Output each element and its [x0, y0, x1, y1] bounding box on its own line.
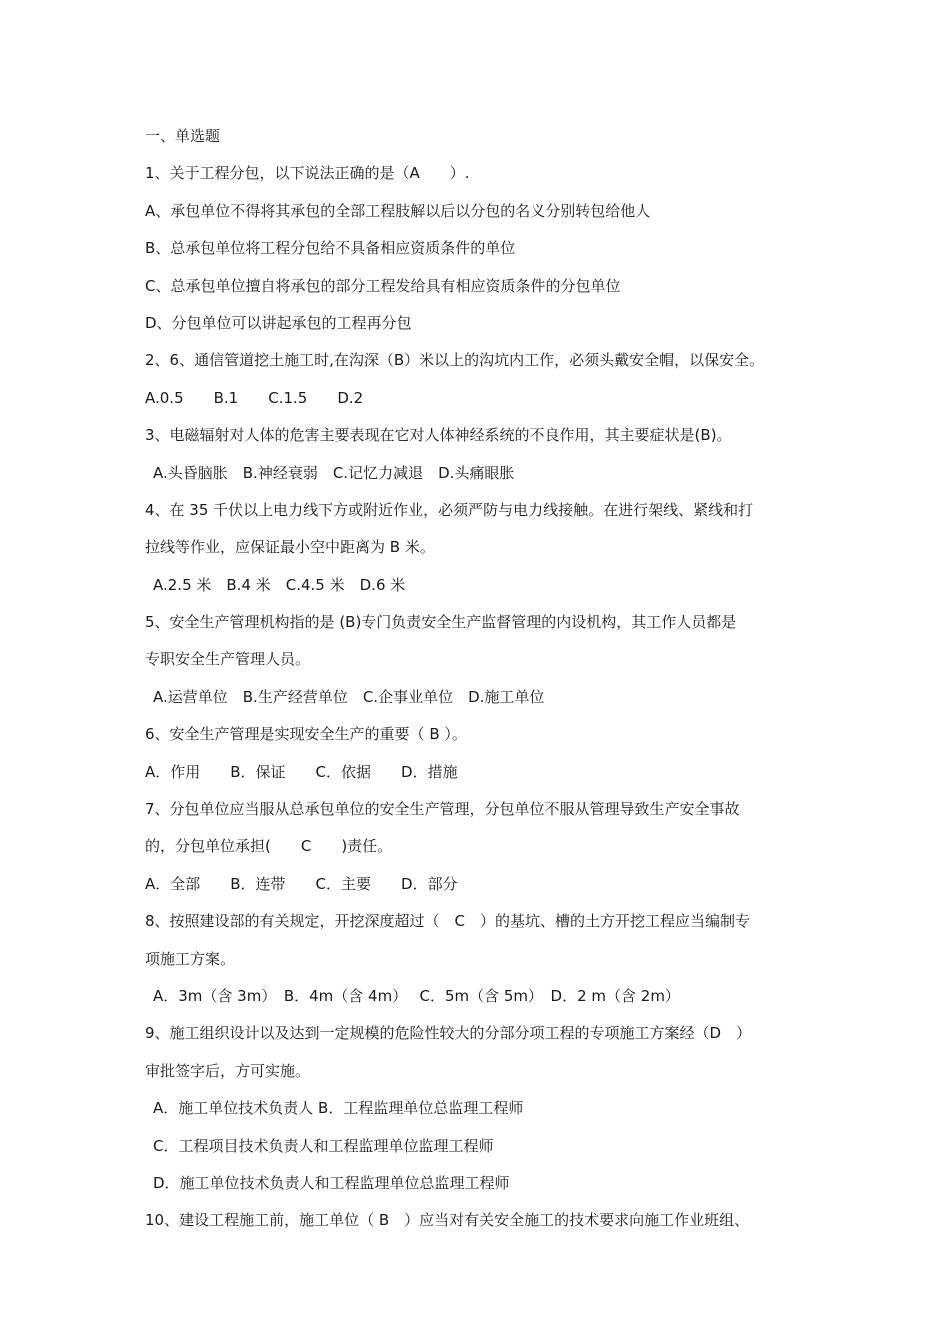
text-line: 6、安全生产管理是实现安全生产的重要（ B ）。 [145, 725, 467, 744]
text-line: 7、分包单位应当服从总承包单位的安全生产管理，分包单位不服从管理导致生产安全事故 [145, 800, 740, 819]
text-line: A．全部 B．连带 C．主要 D．部分 [145, 874, 458, 893]
text-line: A．作用 B．保证 C．依据 D．措施 [145, 762, 458, 781]
text-line: A.0.5 B.1 C.1.5 D.2 [145, 388, 364, 407]
text-line: 9、施工组织设计以及达到一定规模的危险性较大的分部分项工程的专项施工方案经（D ） [145, 1024, 752, 1043]
text-line: A.2.5 米 B.4 米 C.4.5 米 D.6 米 [153, 575, 406, 594]
text-line: A、承包单位不得将其承包的全部工程肢解以后以分包的名义分别转包给他人 [145, 201, 651, 220]
text-line: 项施工方案。 [145, 949, 236, 968]
text-line: 拉线等作业，应保证最小空中距离为 B 米。 [145, 538, 435, 557]
text-line: 1、关于工程分包，以下说法正确的是（A ）. [145, 164, 470, 183]
text-line: 审批签字后，方可实施。 [145, 1061, 311, 1080]
text-line: A.头昏脑胀 B.神经衰弱 C.记忆力减退 D.头痛眼胀 [153, 463, 515, 482]
section-heading: 一、单选题 [145, 127, 221, 145]
text-line: 的，分包单位承担( C )责任。 [145, 837, 393, 856]
text-line: A．3m（含 3m） B．4m（含 4m） C．5m（含 5m） D．2 m（含 2m） [153, 986, 680, 1005]
text-line: 10、建设工程施工前，施工单位（ B ）应当对有关安全施工的技术要求向施工作业班组、 [145, 1211, 750, 1230]
text-line: C．工程项目技术负责人和工程监理单位监理工程师 [153, 1136, 494, 1155]
text-line: A．施工单位技术负责人 B．工程监理单位总监理工程师 [153, 1099, 524, 1118]
text-line: 2、6、通信管道挖土施工时,在沟深（B）米以上的沟坑内工作，必须头戴安全帽，以保安全。 [145, 351, 765, 370]
text-line: 5、安全生产管理机构指的是 (B)专门负责安全生产监督管理的内设机构，其工作人员都是 [145, 613, 737, 632]
text-line: D、分包单位可以讲起承包的工程再分包 [145, 313, 412, 332]
text-line: 4、在 35 千伏以上电力线下方或附近作业，必须严防与电力线接触。在进行架线、紧线和打 [145, 500, 754, 519]
text-line: A.运营单位 B.生产经营单位 C.企事业单位 D.施工单位 [153, 687, 545, 706]
text-line: 8、按照建设部的有关规定，开挖深度超过（ C ）的基坑、槽的土方开挖工程应当编制专 [145, 912, 751, 931]
text-line: C、总承包单位擅自将承包的部分工程发给具有相应资质条件的分包单位 [145, 276, 621, 295]
text-line: B、总承包单位将工程分包给不具备相应资质条件的单位 [145, 239, 516, 258]
document-body [145, 118, 825, 1240]
text-line: D．施工单位技术负责人和工程监理单位总监理工程师 [153, 1173, 510, 1192]
text-line: 专职安全生产管理人员。 [145, 650, 311, 669]
text-line: 3、电磁辐射对人体的危害主要表现在它对人体神经系统的不良作用，其主要症状是(B)。 [145, 426, 732, 445]
